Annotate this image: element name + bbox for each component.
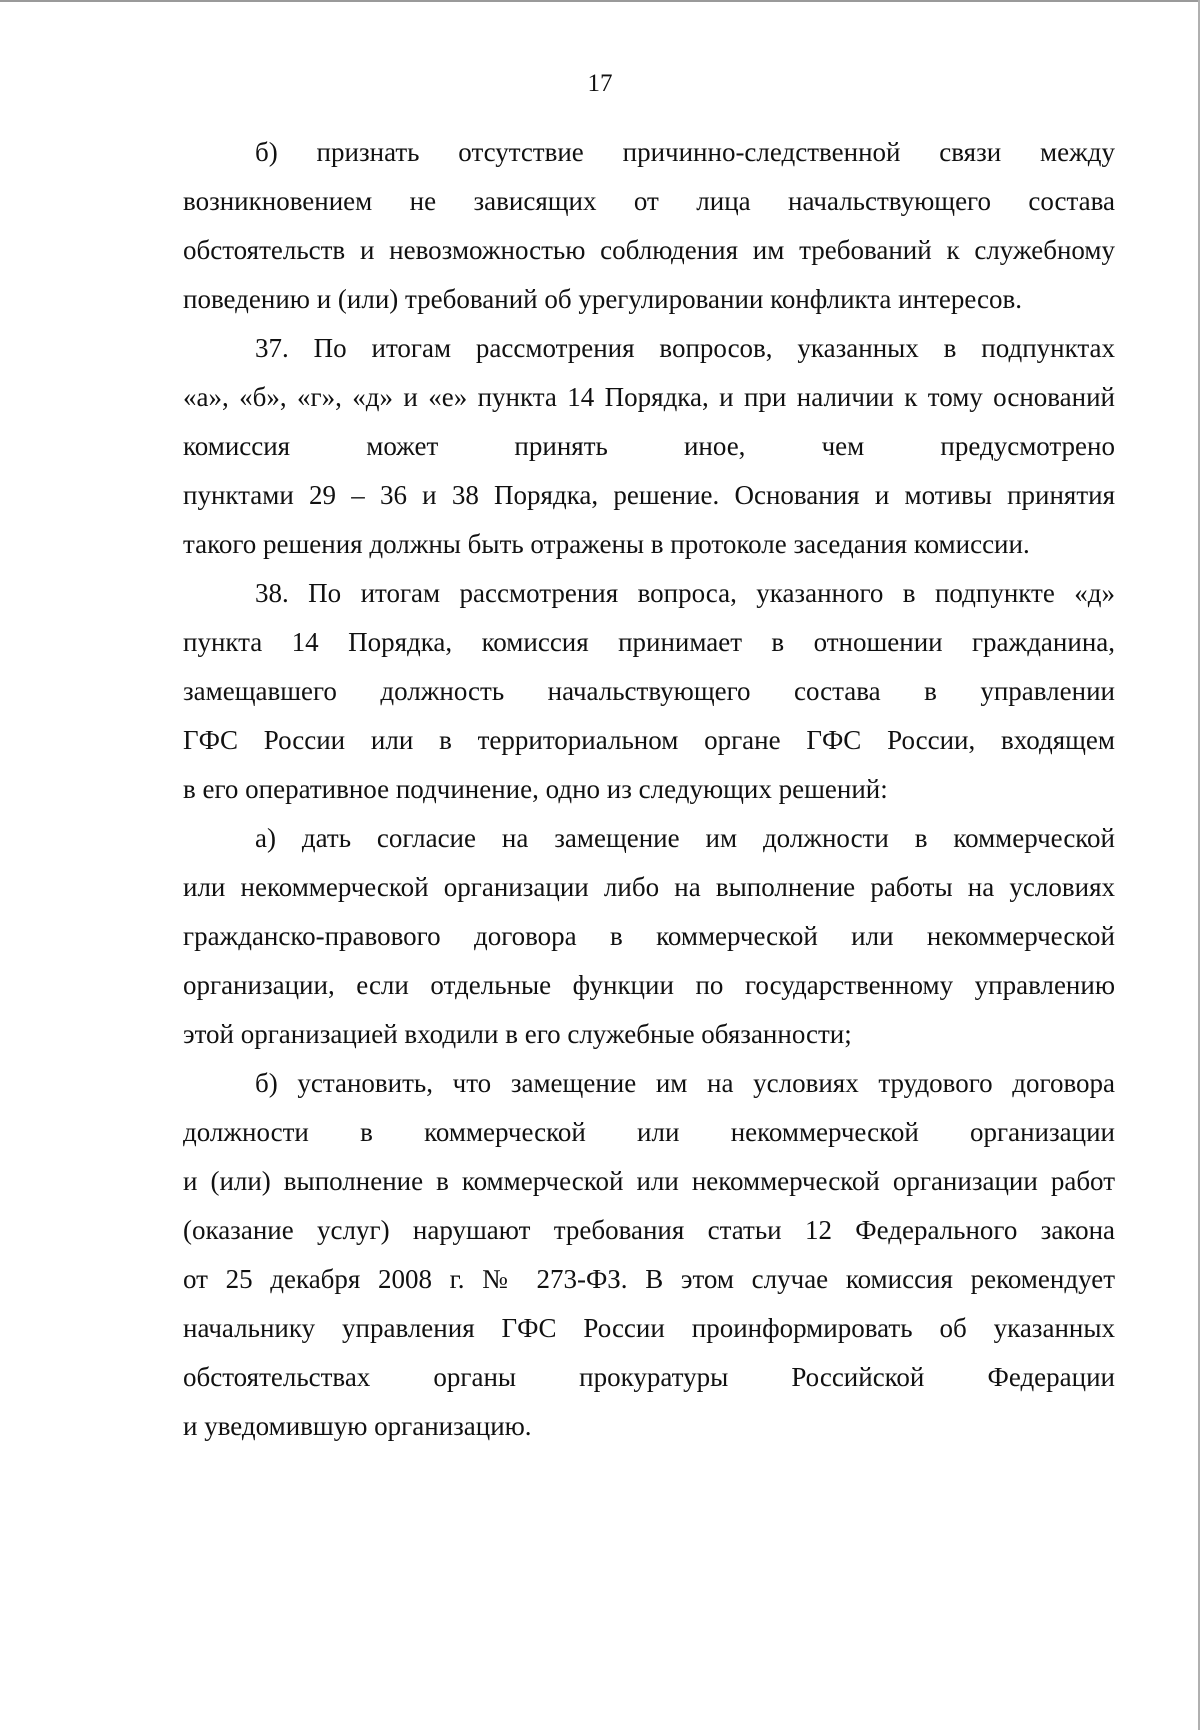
paragraph-line: 38. По итогам рассмотрения вопроса, указанного в подпункте «д»	[255, 578, 1115, 608]
document-body	[183, 128, 1115, 1451]
paragraph-line: замещавшего должность начальствующего состава в управлении	[183, 676, 1115, 706]
paragraph-line: пунктами 29 – 36 и 38 Порядка, решение. Основания и мотивы принятия	[183, 480, 1115, 510]
paragraph-line: должности в коммерческой или некоммерческой организации	[183, 1117, 1115, 1147]
paragraph-line: «а», «б», «г», «д» и «е» пункта 14 Порядка, и при наличии к тому оснований	[183, 382, 1115, 412]
paragraph-line: обстоятельств и невозможностью соблюдения им требований к служебному	[183, 235, 1115, 265]
paragraph-b-causal-link	[183, 128, 1115, 324]
paragraph-line: возникновением не зависящих от лица начальствующего состава	[183, 186, 1115, 216]
paragraph-line: (оказание услуг) нарушают требования статьи 12 Федерального закона	[183, 1215, 1115, 1245]
scan-edge-top	[0, 0, 1200, 2]
paragraph-line: поведению и (или) требований об урегулировании конфликта интересов.	[183, 284, 1022, 314]
paragraph-line: и уведомившую организацию.	[183, 1411, 532, 1441]
paragraph-37	[183, 324, 1115, 569]
paragraph-line: б) признать отсутствие причинно-следственной связи между	[255, 137, 1115, 167]
paragraph-line: в его оперативное подчинение, одно из следующих решений:	[183, 774, 888, 804]
paragraph-line: комиссия может принять иное, чем предусмотрено	[183, 431, 1115, 461]
paragraph-line: ГФС России или в территориальном органе ГФС России, входящем	[183, 725, 1115, 755]
paragraph-line: или некоммерческой организации либо на выполнение работы на условиях	[183, 872, 1115, 902]
paragraph-line: от 25 декабря 2008 г. № 273-ФЗ. В этом случае комиссия рекомендует	[183, 1264, 1115, 1294]
paragraph-line: б) установить, что замещение им на условиях трудового договора	[255, 1068, 1115, 1098]
paragraph-line: 37. По итогам рассмотрения вопросов, указанных в подпунктах	[255, 333, 1115, 363]
paragraph-line: обстоятельствах органы прокуратуры Российской Федерации	[183, 1362, 1115, 1392]
paragraph-b-violation	[183, 1059, 1115, 1451]
paragraph-line: организации, если отдельные функции по государственному управлению	[183, 970, 1115, 1000]
paragraph-line: а) дать согласие на замещение им должности в коммерческой	[255, 823, 1115, 853]
paragraph-line: пункта 14 Порядка, комиссия принимает в отношении гражданина,	[183, 627, 1115, 657]
paragraph-line: начальнику управления ГФС России проинформировать об указанных	[183, 1313, 1115, 1343]
page-number: 17	[587, 70, 613, 97]
paragraph-line: такого решения должны быть отражены в протоколе заседания комиссии.	[183, 529, 1030, 559]
paragraph-a-consent	[183, 814, 1115, 1059]
paragraph-line: и (или) выполнение в коммерческой или некоммерческой организации работ	[183, 1166, 1115, 1196]
paragraph-line: гражданско-правового договора в коммерческой или некоммерческой	[183, 921, 1115, 951]
paragraph-38	[183, 569, 1115, 814]
paragraph-line: этой организацией входили в его служебные обязанности;	[183, 1019, 852, 1049]
